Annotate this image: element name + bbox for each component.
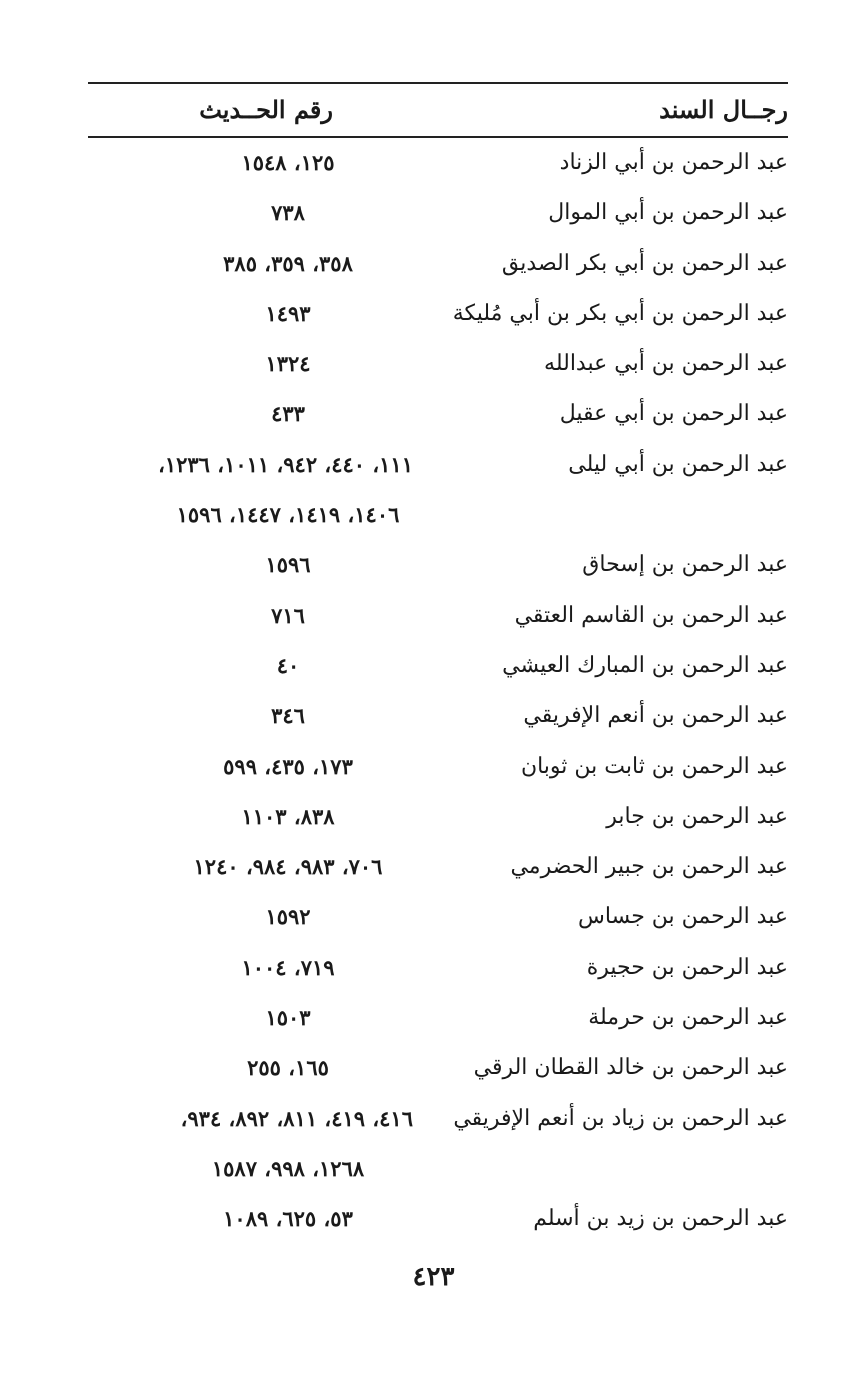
narrator-name: عبد الرحمن بن خالد القطان الرقي — [473, 1055, 788, 1081]
table-row — [88, 1096, 788, 1146]
table-row — [88, 844, 788, 894]
table-row — [88, 190, 788, 240]
narrator-name: عبد الرحمن بن إسحاق — [582, 552, 788, 578]
hadith-numbers: ١٣٢٤ — [265, 351, 311, 377]
narrator-name: عبد الرحمن بن جابر — [606, 803, 788, 829]
narrator-index-table — [88, 140, 788, 1247]
table-header — [88, 90, 788, 130]
table-row — [88, 794, 788, 844]
hadith-numbers: ٣٥٨، ٣٥٩، ٣٨٥ — [223, 250, 353, 276]
table-row — [88, 391, 788, 441]
header-top-rule — [88, 82, 788, 84]
hadith-numbers: ٤١٦، ٤١٩، ٨١١، ٨٩٢، ٩٣٤، — [180, 1105, 413, 1131]
hadith-numbers: ٤٣٣ — [271, 401, 305, 427]
table-row — [88, 945, 788, 995]
hadith-numbers: ٤٠ — [276, 652, 300, 678]
table-row — [88, 492, 788, 542]
hadith-numbers: ٣٤٦ — [271, 703, 305, 729]
table-row — [88, 1146, 788, 1196]
table-row — [88, 1045, 788, 1095]
narrator-name: عبد الرحمن بن جبير الحضرمي — [510, 854, 788, 880]
table-row — [88, 744, 788, 794]
narrator-name: عبد الرحمن بن أبي ليلى — [568, 451, 788, 477]
hadith-numbers: ١٥٩٢ — [265, 904, 311, 930]
hadith-numbers: ١٢٥، ١٥٤٨ — [241, 150, 335, 175]
hadith-numbers: ١٤٠٦، ١٤١٩، ١٤٤٧، ١٥٩٦ — [176, 502, 400, 528]
hadith-numbers: ٧١٦ — [271, 602, 305, 628]
table-row — [88, 291, 788, 341]
header-bottom-rule — [88, 136, 788, 138]
narrator-name: عبد الرحمن بن حجيرة — [586, 954, 788, 980]
table-row — [88, 995, 788, 1045]
narrator-name: عبد الرحمن بن أبي الزناد — [559, 150, 788, 175]
table-row — [88, 593, 788, 643]
hadith-numbers: ٨٣٨، ١١٠٣ — [241, 803, 335, 829]
narrator-name: عبد الرحمن بن القاسم العتقي — [514, 602, 788, 628]
table-row — [88, 442, 788, 492]
narrator-name: عبد الرحمن بن أبي عقيل — [559, 401, 788, 427]
narrator-name: عبد الرحمن بن أبي عبدالله — [544, 351, 788, 377]
hadith-numbers: ١١١، ٤٤٠، ٩٤٢، ١٠١١، ١٢٣٦، — [158, 451, 413, 477]
narrator-name: عبد الرحمن بن أبي بكر الصديق — [501, 250, 788, 276]
hadith-numbers: ١٤٩٣ — [265, 300, 311, 326]
narrator-name: عبد الرحمن بن أبي الموال — [548, 200, 788, 226]
narrator-name: عبد الرحمن بن المبارك العيشي — [502, 652, 788, 678]
page-number: ٤٢٣ — [412, 1262, 455, 1292]
hadith-numbers: ١٢٦٨، ٩٩٨، ١٥٨٧ — [211, 1155, 365, 1181]
table-row — [88, 140, 788, 190]
table-row — [88, 894, 788, 944]
narrator-name: عبد الرحمن بن زياد بن أنعم الإفريقي — [453, 1105, 788, 1131]
narrator-name: عبد الرحمن بن ثابت بن ثوبان — [520, 753, 788, 779]
narrators-column-header: رجــال السند — [659, 95, 788, 124]
table-row — [88, 693, 788, 743]
narrator-name: عبد الرحمن بن أبي بكر بن أبي مُليكة — [452, 300, 788, 326]
table-row — [88, 1196, 788, 1246]
narrator-name: عبد الرحمن بن زيد بن أسلم — [533, 1206, 788, 1232]
hadith-numbers: ١٧٣، ٤٣٥، ٥٩٩ — [223, 753, 353, 779]
hadith-numbers: ١٥٠٣ — [265, 1005, 311, 1031]
table-row — [88, 341, 788, 391]
hadith-numbers: ٧٣٨ — [271, 200, 305, 226]
hadith-number-column-header: رقم الحــديث — [199, 95, 333, 124]
hadith-numbers: ٧١٩، ١٠٠٤ — [241, 954, 335, 980]
table-row — [88, 542, 788, 592]
table-row — [88, 643, 788, 693]
hadith-numbers: ١٥٩٦ — [265, 552, 311, 578]
hadith-numbers: ٧٠٦، ٩٨٣، ٩٨٤، ١٢٤٠ — [193, 854, 383, 880]
table-row — [88, 241, 788, 291]
narrator-name: عبد الرحمن بن أنعم الإفريقي — [523, 703, 788, 729]
narrator-name: عبد الرحمن بن حرملة — [588, 1005, 788, 1031]
hadith-numbers: ١٦٥، ٢٥٥ — [247, 1055, 329, 1081]
hadith-numbers: ٥٣، ٦٢٥، ١٠٨٩ — [223, 1206, 353, 1232]
narrator-name: عبد الرحمن بن جساس — [578, 904, 788, 930]
